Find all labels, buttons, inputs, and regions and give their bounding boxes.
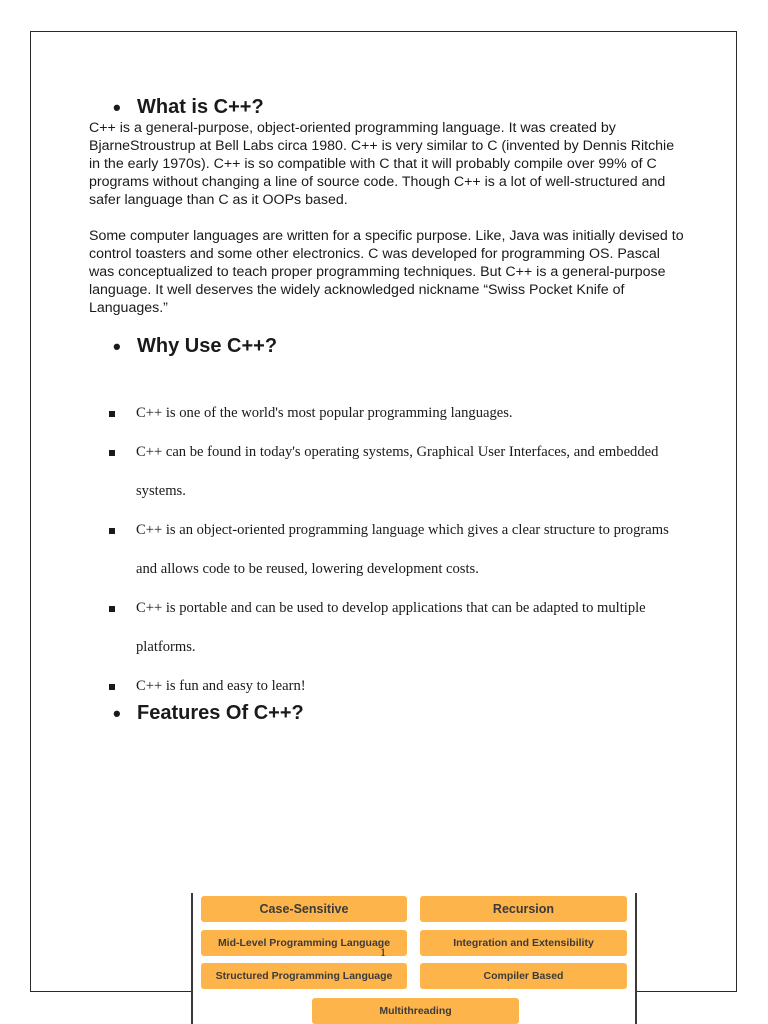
heading-what-is-cpp xyxy=(113,96,264,119)
feature-mid-level: Mid-Level Programming Language xyxy=(201,930,407,956)
section-heading: Why Use C++? xyxy=(137,335,278,357)
feature-case-sensitive: Case-Sensitive xyxy=(201,896,407,922)
paragraph-purpose: Some computer languages are written for a specific purpose. Like, Java was initially devised to control toasters and some other electronics. C was developed for programming OS. Pascal was conceptualized to teach proper programming techniques. But C++ is a general-purpose language. It well deserves the widely acknowledged nickname “Swiss Pocket Knife of Languages.” xyxy=(89,228,684,316)
square-bullet-icon xyxy=(109,450,115,456)
section-heading: Features Of C++? xyxy=(137,702,304,724)
list-item-text: C++ can be found in today's operating systems, Graphical User Interfaces, and embedded systems. xyxy=(136,444,659,499)
list-item-text: C++ is one of the world's most popular programming languages. xyxy=(136,405,513,421)
square-bullet-icon xyxy=(109,411,115,417)
feature-recursion: Recursion xyxy=(420,896,627,922)
list-item xyxy=(109,394,689,433)
list-item xyxy=(109,511,689,589)
square-bullet-icon xyxy=(109,606,115,612)
list-item-text: C++ is portable and can be used to develop applications that can be adapted to multiple platforms. xyxy=(136,600,646,655)
square-bullet-icon xyxy=(109,684,115,690)
list-item xyxy=(109,667,689,706)
heading-features-of-cpp xyxy=(113,702,304,725)
list-item-text: C++ is an object-oriented programming language which gives a clear structure to programs and allows code to be reused, lowering development costs. xyxy=(136,522,669,577)
feature-integration: Integration and Extensibility xyxy=(420,930,627,956)
bullet-dot: • xyxy=(113,94,121,120)
list-item xyxy=(109,589,689,667)
features-image xyxy=(191,893,637,1024)
page-number: 1 xyxy=(380,945,386,959)
bullet-dot: • xyxy=(113,333,121,359)
square-bullet-icon xyxy=(109,528,115,534)
list-item-text: C++ is fun and easy to learn! xyxy=(136,678,306,694)
feature-structured: Structured Programming Language xyxy=(201,963,407,989)
section-heading: What is C++? xyxy=(137,96,264,118)
heading-why-use-cpp xyxy=(113,335,277,358)
feature-compiler-based: Compiler Based xyxy=(420,963,627,989)
list-item xyxy=(109,433,689,511)
feature-multithreading: Multithreading xyxy=(312,998,519,1024)
bullet-dot: • xyxy=(113,700,121,726)
why-use-list xyxy=(109,394,689,706)
paragraph-intro: C++ is a general-purpose, object-oriented programming language. It was created by BjarneStroustrup at Bell Labs circa 1980. C++ is very similar to C (invented by Dennis Ritchie in the early 1970s). C++ is so compatible with C that it will probably compile over 99% of C programs without changing a line of source code. Though C++ is a lot of well-structured and safer language than C as it OOPs based. xyxy=(89,120,675,208)
